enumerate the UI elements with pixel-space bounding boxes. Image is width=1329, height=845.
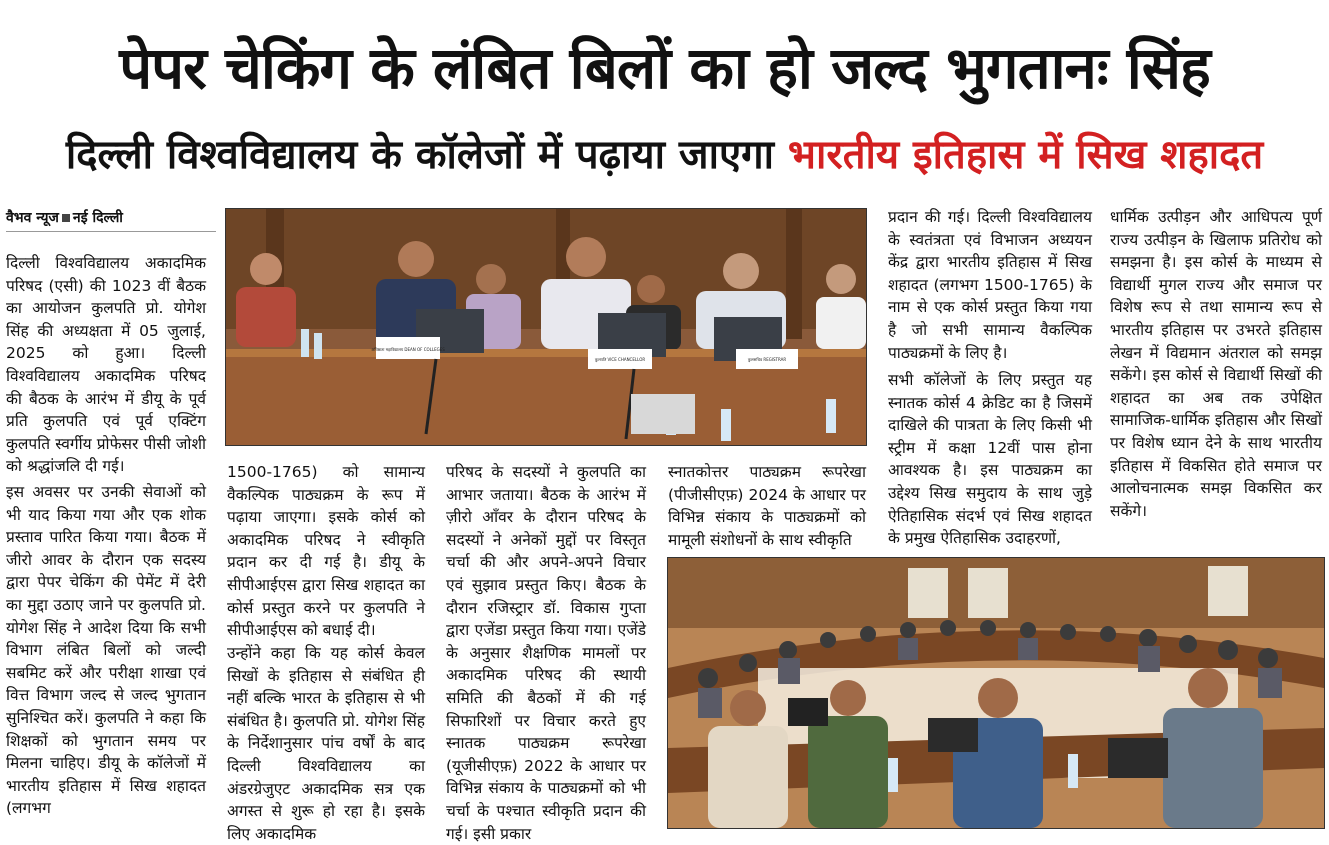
article-paragraph: प्रदान की गई। दिल्ली विश्वविद्यालय के स्वतंत्रता एवं विभाजन अध्ययन केंद्र द्वारा भारतीय इतिहास में सिख शहादत (लगभग 1500-1765) के नाम से एक कोर्स प्रस्तुत किया गया है जो सभी सामान्य वैकल्पिक पाठ्यक्रमों के लिए है। — [888, 208, 1092, 362]
meeting-photo-head-table — [225, 208, 867, 446]
article-paragraph: स्नातकोत्तर पाठ्यक्रम रूपरेखा (पीजीसीएफ़) 2024 के आधार पर विभिन्न संकाय के पाठ्यक्रमों को मामूली संशोधनों के साथ स्वीकृति — [668, 463, 866, 549]
article-column-2b — [227, 642, 425, 843]
article-paragraph: सभी कॉलेजों के लिए प्रस्तुत यह स्नातक कोर्स 4 क्रेडिट का है जिसमें दाखिले की पात्रता के लिए किसी भी स्ट्रीम में कक्षा 12वीं पास होना आवश्यक है। इस पाठ्यक्रम का उद्देश्य सिख समुदाय के साथ जुड़े ऐतिहासिक संदर्भ एवं सिख शहादत के प्रमुख ऐतिहासिक उदाहरणों, — [888, 371, 1092, 548]
headline: पेपर चेकिंग के लंबित बिलों का हो जल्द भुगतानः सिंह — [119, 34, 1210, 102]
placard-vc: कुलपति VICE CHANCELLOR — [594, 357, 646, 362]
article-paragraph: धार्मिक उत्पीड़न और आधिपत्य पूर्ण राज्य उत्पीड़न के खिलाफ प्रतिरोध को समझना है। इस कोर्स के माध्यम से विद्यार्थी मुगल राज्य और समाज पर विशेष रूप से तथा सामान्य रूप से भारतीय इतिहास पर उभरते इतिहास लेखन में विद्यमान अंतराल को समझ सकेंगे। इस कोर्स से विद्यार्थी सिखों की शहादत का अब तक उपेक्षित सामाजिक-धार्मिक इतिहास और सिखों पर विशेष ध्यान देने के साथ भारतीय इतिहास में विकसित होते समाज पर आलोचनात्मक समझ विकसित कर सकेंगे। — [1110, 208, 1322, 520]
article-column-4 — [668, 461, 866, 553]
article-paragraph: 1500-1765) को सामान्य वैकल्पिक पाठ्यक्रम के रूप में पढ़ाया जाएगा। इसके कोर्स को अकादमिक परिषद ने स्वीकृति प्रदान कर दी गई है। डीयू के सीपीआईएस द्वारा सिख शहादत का कोर्स प्रस्तुत करने पर कुलपति ने सीपीआईएस को बधाई दी। — [227, 463, 425, 640]
article-paragraph: इस अवसर पर उनकी सेवाओं को भी याद किया गया और एक शोक प्रस्ताव पारित किया गया। बैठक में जीरो आवर के दौरान एक सदस्य द्वारा पेपर चेकिंग की पेमेंट में देरी का मुद्दा उठाए जाने पर कुलपति प्रो. योगेश सिंह ने आदेश दिया कि सभी विभाग लंबित बिलों को जल्दी सबमिट करें और परीक्षा शाखा एवं वित्त विभाग जल्द से जल्द भुगतान सुनिश्चित करें। कुलपति ने कहा कि शिक्षकों को भुगतान समय पर मिलना चाहिए। डीयू के कॉलेजों में भारतीय इतिहास में सिख शहादत (लगभग — [6, 483, 206, 818]
placard-dean: अधिष्ठाता महाविद्यालय DEAN OF COLLEGES — [371, 347, 445, 352]
article-column-2a — [227, 461, 425, 643]
byline-agency: वैभव न्यूज — [6, 210, 59, 226]
byline-city: नई दिल्ली — [72, 210, 123, 226]
article-column-1b — [6, 481, 206, 826]
placard-registrar: कुलसचिव REGISTRAR — [747, 357, 787, 362]
article-paragraph: परिषद के सदस्यों ने कुलपति का आभार जताया। बैठक के आरंभ में ज़ीरो आँवर के दौरान परिषद के सदस्यों ने अनेकों मुद्दों पर विस्तृत चर्चा की और अपने-अपने विचार एवं सुझाव प्रस्तुत किए। बैठक के दौरान रजिस्ट्रार डॉ. विकास गुप्ता द्वारा एजेंडा प्रस्तुत किया गया। एजेंडे के अनुसार शैक्षणिक मामलों पर अकादमिक परिषद की स्थायी समिति की बैठकों में की गई सिफारिशों पर विचार करते हुए स्नातक पाठ्यक्रम रूपरेखा (यूजीसीएफ़) 2022 के आधार पर विभिन्न संकाय के पाठ्यक्रमों को भी चर्चा के पश्चात स्वीकृति प्रदान की गई। इसी प्रकार — [446, 463, 646, 843]
article-column-5a — [888, 206, 1092, 371]
article-paragraph: उन्होंने कहा कि यह कोर्स केवल सिखों के इतिहास से संबंधित ही नहीं बल्कि भारत के इतिहास से भी संबंधित है। कुलपति प्रो. योगेश सिंह के निर्देशानुसार पांच वर्षों के बाद दिल्ली विश्वविद्यालय का अंडरग्रेजुएट अकादमिक सत्र एक अगस्त से शुरू हो रहा है। इसके लिए अकादमिक — [227, 644, 425, 843]
square-bullet-icon — [62, 214, 70, 222]
byline — [6, 208, 216, 232]
article-column-5b — [888, 369, 1092, 551]
subheadline — [0, 122, 1329, 188]
article-column-3 — [446, 461, 646, 843]
meeting-photo-council-hall — [667, 557, 1325, 829]
article-column-6 — [1110, 206, 1322, 551]
article-column-1a — [6, 252, 206, 482]
subheadline-red: भारतीय इतिहास में सिख शहादत — [787, 132, 1264, 178]
subheadline-black: दिल्ली विश्वविद्यालय के कॉलेजों में पढ़ाया जाएगा — [65, 132, 774, 178]
article-paragraph: दिल्ली विश्वविद्यालय अकादमिक परिषद (एसी) की 1023 वीं बैठक का आयोजन कुलपति प्रो. योगेश सिंह की अध्यक्षता में 05 जुलाई, 2025 को हुआ। दिल्ली विश्वविद्यालय अकादमिक परिषद की बैठक के आरंभ में डीयू के पूर्व प्रति कुलपति एवं पूर्व एक्टिंग कुलपति स्वर्गीय प्रोफेसर पीसी जोशी को श्रद्धांजलि दी गई। — [6, 254, 206, 476]
